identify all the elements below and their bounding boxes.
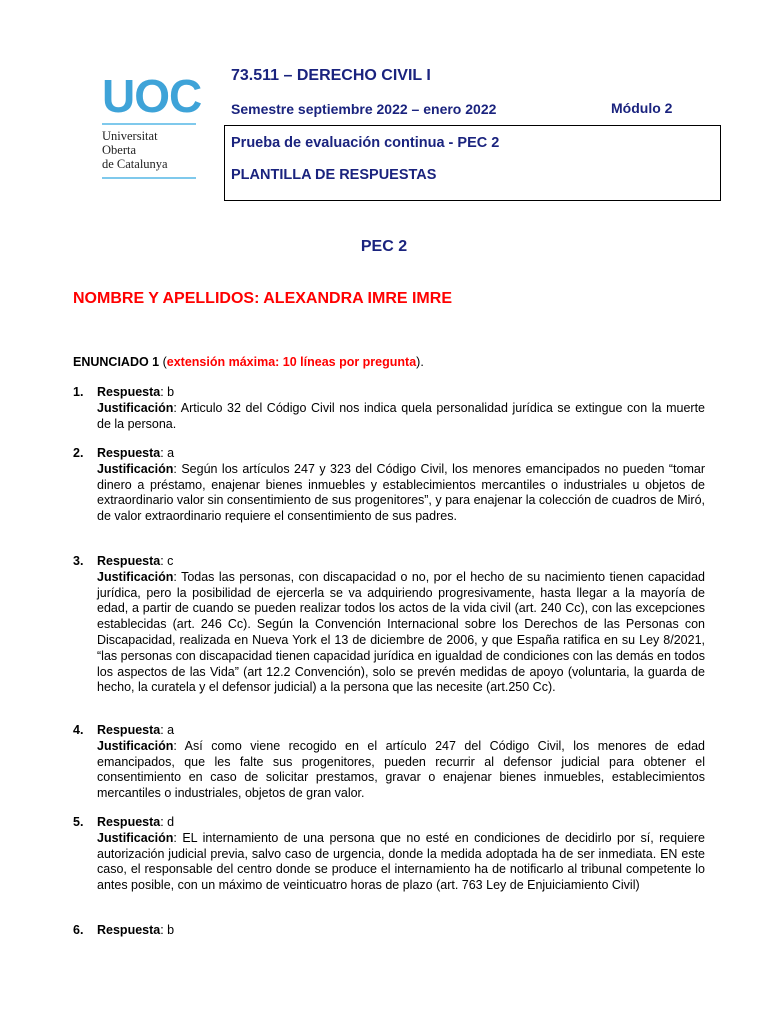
- logo-rule-top: [102, 123, 196, 125]
- answer-item-2: [73, 446, 705, 525]
- answer-value: : a: [160, 446, 175, 460]
- justification-label: Justificación: [97, 400, 174, 415]
- uoc-logo-mark: UOC: [102, 70, 202, 122]
- answer-item-3: [73, 554, 705, 696]
- justification-text: : Así como viene recogido en el artículo 247 del Código Civil, los menores de edad emancipados, que les falte sus progenitores, pueden recurrir al defensor judicial para obtener el consentimiento en caso de solicitar prestamos, gravar o enajenar bienes inmuebles, establecimientos mercantiles o industriales, objetos de gran valor.: [97, 738, 705, 801]
- justification-label: Justificación: [97, 461, 174, 476]
- item-number: 6.: [73, 923, 84, 937]
- course-title: 73.511 – DERECHO CIVIL I: [231, 67, 431, 84]
- evaluation-title: Prueba de evaluación continua - PEC 2: [231, 135, 500, 151]
- answer-item-4: [73, 723, 705, 802]
- statement-open: (: [159, 355, 167, 369]
- logo-line-1: Universitat: [102, 129, 158, 143]
- answer-value: : d: [160, 815, 175, 829]
- answer-label: Respuesta: [97, 815, 161, 829]
- answer-value: : b: [160, 385, 175, 399]
- logo-line-3: de Catalunya: [102, 157, 168, 171]
- uoc-logo: [100, 70, 202, 181]
- statement-note: extensión máxima: 10 líneas por pregunta: [166, 355, 417, 369]
- statement-label: ENUNCIADO 1: [73, 355, 160, 369]
- page-title: PEC 2: [360, 238, 408, 255]
- answer-value: : c: [160, 554, 174, 568]
- item-number: 1.: [73, 385, 84, 399]
- item-number: 3.: [73, 554, 84, 568]
- justification-text: : Todas las personas, con discapacidad o no, por el hecho de su nacimiento tienen capacidad jurídica, pero la posibilidad de ejercerla se va adquiriendo progresivamente, hasta llegar a la mayoría de edad, a partir de cuando se pueden realizar todos los actos de la vida civil (art. 240 Cc), con las excepciones establecidas (art. 246 Cc). Según la Convención Internacional sobre los Derechos de las Personas con Discapacidad, realizada en Nueva York el 13 de diciembre de 2006, y que España ratifica en su Ley 8/2021, “las personas con discapacidad tienen capacidad jurídica en igualdad de condiciones con las demás en todos los aspectos de las Vida” (art 12.2 Convención), solo se prevén medidas de apoyo (voluntaria, la guarda de hecho, la curatela y el defensor judicial) a la persona que las necesite (art.250 Cc).: [97, 569, 705, 695]
- answer-value: : a: [160, 723, 175, 737]
- logo-line-2: Oberta: [102, 143, 137, 157]
- item-number: 4.: [73, 723, 84, 737]
- justification-text: : EL internamiento de una persona que no esté en condiciones de decidirlo por sí, requiere autorización judicial previa, salvo caso de urgencia, donde la medida adoptada ha de ser inmediata. EN este caso, el responsable del centro donde se produce el internamiento ha de notificarlo al tribunal competente lo antes posible, con un máximo de veinticuatro horas de plazo (art. 763 Ley de Enjuiciamiento Civil): [97, 830, 705, 893]
- logo-rule-bottom: [102, 177, 196, 179]
- justification-label: Justificación: [97, 830, 174, 845]
- answer-label: Respuesta: [97, 554, 161, 568]
- uoc-logo-text: [102, 129, 168, 171]
- item-number: 5.: [73, 815, 84, 829]
- answer-item-1: [73, 385, 705, 432]
- statement-close: ).: [416, 355, 424, 369]
- header-box: [224, 125, 721, 201]
- item-number: 2.: [73, 446, 84, 460]
- justification-text: : Articulo 32 del Código Civil nos indica quela personalidad jurídica se extingue con la muerte de la persona.: [97, 400, 705, 431]
- answer-item-6: [73, 923, 705, 939]
- semester-label: Semestre septiembre 2022 – enero 2022: [231, 101, 497, 117]
- answer-label: Respuesta: [97, 385, 161, 399]
- answer-item-5: [73, 815, 705, 894]
- module-label: Módulo 2: [611, 100, 673, 116]
- statement-line: [73, 355, 424, 369]
- justification-text: : Según los artículos 247 y 323 del Código Civil, los menores emancipados no pueden “tomar dinero a préstamo, enajenar bienes inmuebles y establecimientos mercantiles o industriales u objetos de extraordinario valor sin consentimiento de sus progenitores”, y para enajenar la colección de cuadros de Miró, de valor extraordinario requiere el consentimiento de sus padres.: [97, 461, 705, 524]
- template-title: PLANTILLA DE RESPUESTAS: [231, 167, 437, 183]
- justification-label: Justificación: [97, 569, 174, 584]
- answer-label: Respuesta: [97, 723, 161, 737]
- answer-label: Respuesta: [97, 923, 161, 937]
- answer-value: : b: [160, 923, 175, 937]
- student-name: NOMBRE Y APELLIDOS: ALEXANDRA IMRE IMRE: [73, 290, 452, 307]
- answer-label: Respuesta: [97, 446, 161, 460]
- justification-label: Justificación: [97, 738, 174, 753]
